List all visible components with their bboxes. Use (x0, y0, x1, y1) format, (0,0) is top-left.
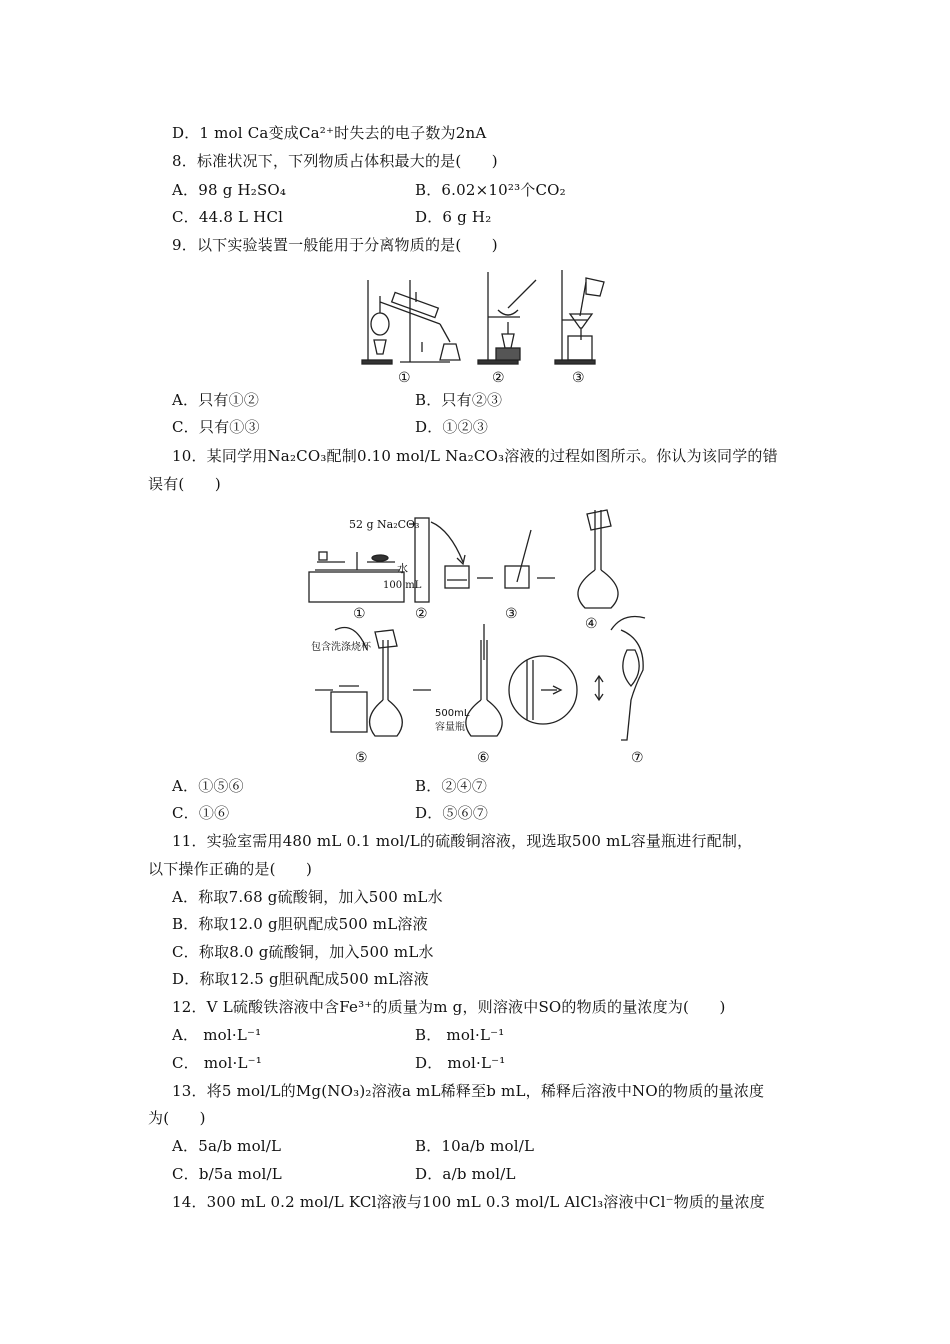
q10-options-row2 (172, 803, 872, 823)
q10-options-row1 (172, 776, 872, 796)
q10-label-5: ⑤ (355, 750, 368, 766)
q8-option-c: C．44.8 L HCl (172, 208, 284, 226)
q9-options-row1 (172, 390, 872, 410)
q10-procedure-figure (305, 500, 670, 770)
q13-option-c: C．b/5a mol/L (172, 1165, 282, 1183)
q13-options-row1 (172, 1136, 872, 1156)
q10-label-7: ⑦ (631, 750, 644, 766)
q14-stem: 14．300 mL 0.2 mol/L KCl溶液与100 mL 0.3 mol/L AlCl₃溶液中Cl⁻物质的量浓度 (172, 1193, 765, 1211)
q10-label-3: ③ (505, 606, 518, 622)
q10-wash-label: 包含洗涤烧杯 (311, 642, 371, 653)
q13-stem-line1: 13．将5 mol/L的Mg(NO₃)₂溶液a mL稀释至b mL，稀释后溶液中NO的物质的量浓度 (172, 1082, 765, 1100)
q9-option-b: B．只有②③ (415, 391, 503, 409)
q10-option-b: B．②④⑦ (415, 777, 488, 795)
q13-option-d: D．a/b mol/L (415, 1165, 516, 1183)
q9-apparatus-figure (360, 262, 610, 387)
q8-option-d: D．6 g H₂ (415, 208, 492, 226)
q10-water-label: 水 (397, 562, 408, 575)
q8-option-b: B．6.02×10²³个CO₂ (415, 181, 566, 199)
q12-option-d: D． mol·L⁻¹ (415, 1054, 506, 1072)
q12-options-row2 (172, 1053, 872, 1073)
q11-stem-line1: 11．实验室需用480 mL 0.1 mol/L的硫酸铜溶液，现选取500 mL容量瓶进行配制， (172, 832, 753, 850)
q8-options-row1 (172, 180, 872, 200)
q12-option-c: C． mol·L⁻¹ (172, 1054, 262, 1072)
q9-label-3: ③ (572, 370, 585, 386)
q10-flask-label: 容量瓶 (435, 722, 465, 733)
q10-100ml-label: 100 mL (383, 580, 422, 591)
q8-stem: 8．标准状况下，下列物质占体积最大的是( ) (172, 152, 498, 170)
q9-label-1: ① (398, 370, 411, 386)
q11-option-d: D．称取12.5 g胆矾配成500 mL溶液 (172, 970, 429, 988)
q10-option-c: C．①⑥ (172, 804, 230, 822)
q11-option-b: B．称取12.0 g胆矾配成500 mL溶液 (172, 915, 428, 933)
q9-apparatus-drawing (360, 262, 610, 387)
q9-stem: 9．以下实验装置一般能用于分离物质的是( ) (172, 236, 498, 254)
q7-option-d: D．1 mol Ca变成Ca²⁺时失去的电子数为2nA (172, 124, 487, 142)
q13-option-b: B．10a/b mol/L (415, 1137, 535, 1155)
q12-options-row1 (172, 1025, 872, 1045)
q10-stem-line1: 10．某同学用Na₂CO₃配制0.10 mol/L Na₂CO₃溶液的过程如图所示。你认为该同学的错 (172, 447, 778, 465)
q10-label-6: ⑥ (477, 750, 490, 766)
q12-stem: 12．V L硫酸铁溶液中含Fe³⁺的质量为m g，则溶液中SO的物质的量浓度为( ) (172, 998, 726, 1016)
q12-option-b: B． mol·L⁻¹ (415, 1026, 505, 1044)
q11-stem-line2: 以下操作正确的是( ) (148, 860, 313, 878)
q10-procedure-drawing (305, 500, 670, 770)
q10-label-4: ④ (585, 616, 598, 632)
q12-option-a: A． mol·L⁻¹ (172, 1026, 262, 1044)
q9-option-a: A．只有①② (172, 391, 260, 409)
q10-mass-label: 52 g Na₂CO₃ (349, 518, 420, 531)
q10-500ml-label: 500mL (435, 708, 470, 719)
q13-options-row2 (172, 1164, 872, 1184)
q10-label-1: ① (353, 606, 366, 622)
q8-option-a: A．98 g H₂SO₄ (172, 181, 287, 199)
q8-options-row2 (172, 207, 872, 227)
q10-option-d: D．⑤⑥⑦ (415, 804, 489, 822)
q13-option-a: A．5a/b mol/L (172, 1137, 282, 1155)
q10-stem-line2: 误有( ) (148, 475, 221, 493)
q11-option-c: C．称取8.0 g硫酸铜，加入500 mL水 (172, 943, 434, 961)
q9-options-row2 (172, 417, 872, 437)
q9-option-d: D．①②③ (415, 418, 489, 436)
q10-label-2: ② (415, 606, 428, 622)
q11-option-a: A．称取7.68 g硫酸铜，加入500 mL水 (172, 888, 443, 906)
q10-option-a: A．①⑤⑥ (172, 777, 244, 795)
q13-stem-line2: 为( ) (148, 1109, 206, 1127)
q9-label-2: ② (492, 370, 505, 386)
q9-option-c: C．只有①③ (172, 418, 260, 436)
